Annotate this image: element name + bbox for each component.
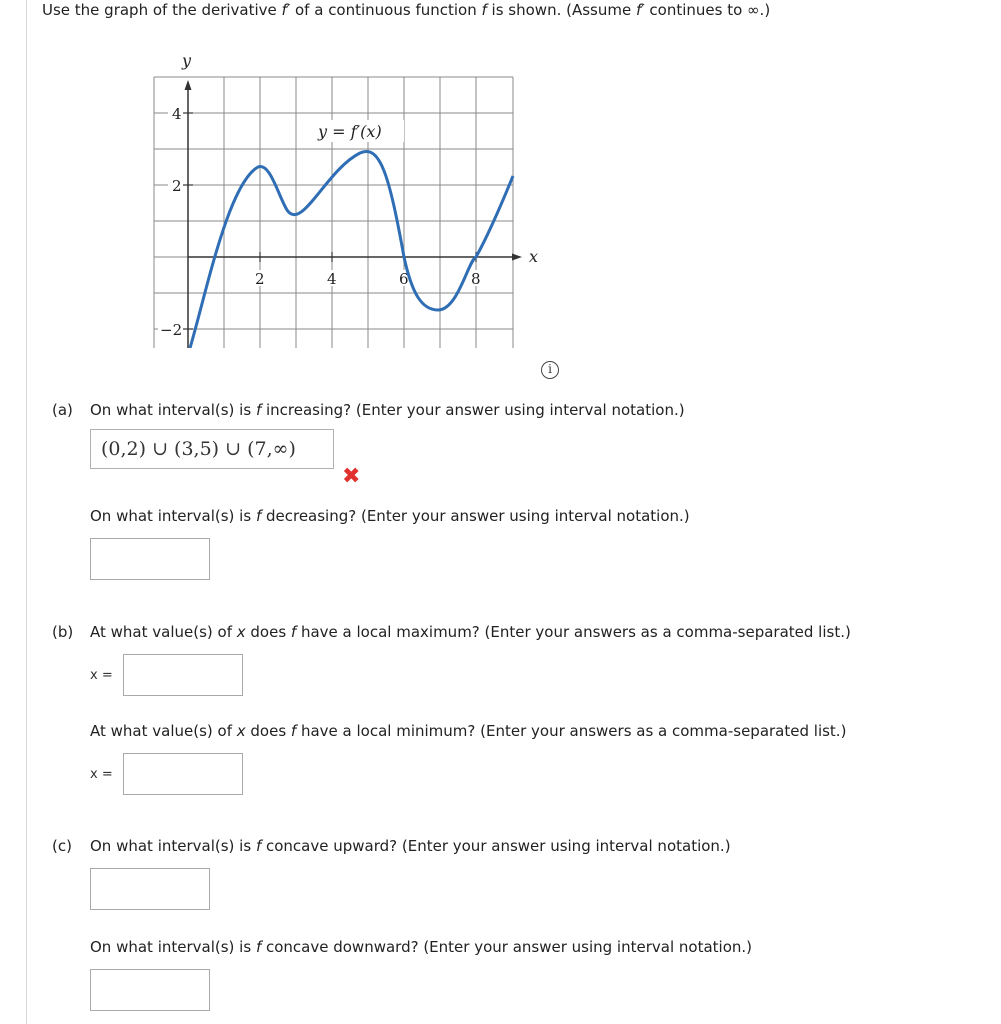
intro-f: f — [481, 1, 487, 19]
question-text: At what value(s) of — [90, 623, 237, 641]
curve-label: y = f′(x) — [318, 122, 382, 141]
derivative-graph — [140, 48, 540, 348]
local-min-input[interactable] — [123, 753, 243, 795]
question-text: does — [245, 623, 291, 641]
question-x: x — [236, 722, 246, 740]
part-c-question-down — [90, 938, 752, 956]
question-text: On what interval(s) is — [90, 401, 256, 419]
part-c-question-up — [90, 837, 731, 855]
question-text: have a local maximum? (Enter your answers as a comma-separated list.) — [296, 623, 851, 641]
x-tick-6: 6 — [399, 270, 409, 288]
question-text: have a local minimum? (Enter your answers as a comma-separated list.) — [296, 722, 847, 740]
left-border — [26, 0, 27, 1024]
y-tick-neg2: −2 — [160, 321, 183, 339]
question-text: increasing? (Enter your answer using interval notation.) — [261, 401, 685, 419]
y-axis-label: y — [182, 51, 192, 70]
incorrect-icon: ✖ — [342, 464, 361, 489]
question-f: f — [255, 507, 262, 525]
question-x: x — [236, 623, 246, 641]
question-f: f — [290, 623, 297, 641]
question-text: On what interval(s) is — [90, 507, 256, 525]
intro-text: of a continuous function — [290, 1, 482, 19]
derivative-curve — [190, 151, 513, 348]
part-b-question-max — [90, 623, 851, 641]
intro-fprime: f′ — [281, 1, 291, 19]
question-f: f — [255, 837, 262, 855]
concave-up-input[interactable] — [90, 868, 210, 910]
y-tick-2: 2 — [172, 177, 182, 195]
question-f: f — [290, 722, 297, 740]
question-text: decreasing? (Enter your answer using interval notation.) — [261, 507, 690, 525]
part-a-question-decreasing — [90, 507, 690, 525]
x-axis-arrow — [512, 254, 522, 261]
question-text: concave downward? (Enter your answer using interval notation.) — [261, 938, 752, 956]
y-axis-arrow — [185, 80, 192, 90]
x-equals-label: x = — [90, 668, 113, 683]
x-equals-label: x = — [90, 767, 113, 782]
info-icon[interactable]: i — [541, 361, 559, 379]
x-tick-2: 2 — [255, 270, 265, 288]
part-c-label: (c) — [52, 837, 72, 855]
part-b-question-min — [90, 722, 846, 740]
intro-text: is shown. (Assume — [486, 1, 636, 19]
intro-text: continues to ∞.) — [644, 1, 771, 19]
x-axis-label: x — [529, 247, 539, 266]
question-text: concave upward? (Enter your answer using interval notation.) — [261, 837, 731, 855]
intro-text: Use the graph of the derivative — [42, 1, 282, 19]
grid — [154, 77, 513, 348]
x-tick-8: 8 — [471, 270, 481, 288]
question-text: At what value(s) of — [90, 722, 237, 740]
decreasing-answer-input[interactable] — [90, 538, 210, 580]
local-max-input[interactable] — [123, 654, 243, 696]
question-f: f — [255, 938, 262, 956]
problem-statement — [42, 1, 770, 19]
question-f: f — [255, 401, 262, 419]
x-tick-4: 4 — [327, 270, 337, 288]
part-a-label: (a) — [52, 401, 73, 419]
intro-fprime: f′ — [635, 1, 645, 19]
concave-down-input[interactable] — [90, 969, 210, 1011]
part-a-question-increasing — [90, 401, 685, 419]
question-text: On what interval(s) is — [90, 837, 256, 855]
increasing-answer-input[interactable]: (0,2) ∪ (3,5) ∪ (7,∞) — [90, 429, 334, 469]
y-tick-4: 4 — [172, 105, 182, 123]
part-b-label: (b) — [52, 623, 74, 641]
question-text: does — [245, 722, 291, 740]
question-text: On what interval(s) is — [90, 938, 256, 956]
